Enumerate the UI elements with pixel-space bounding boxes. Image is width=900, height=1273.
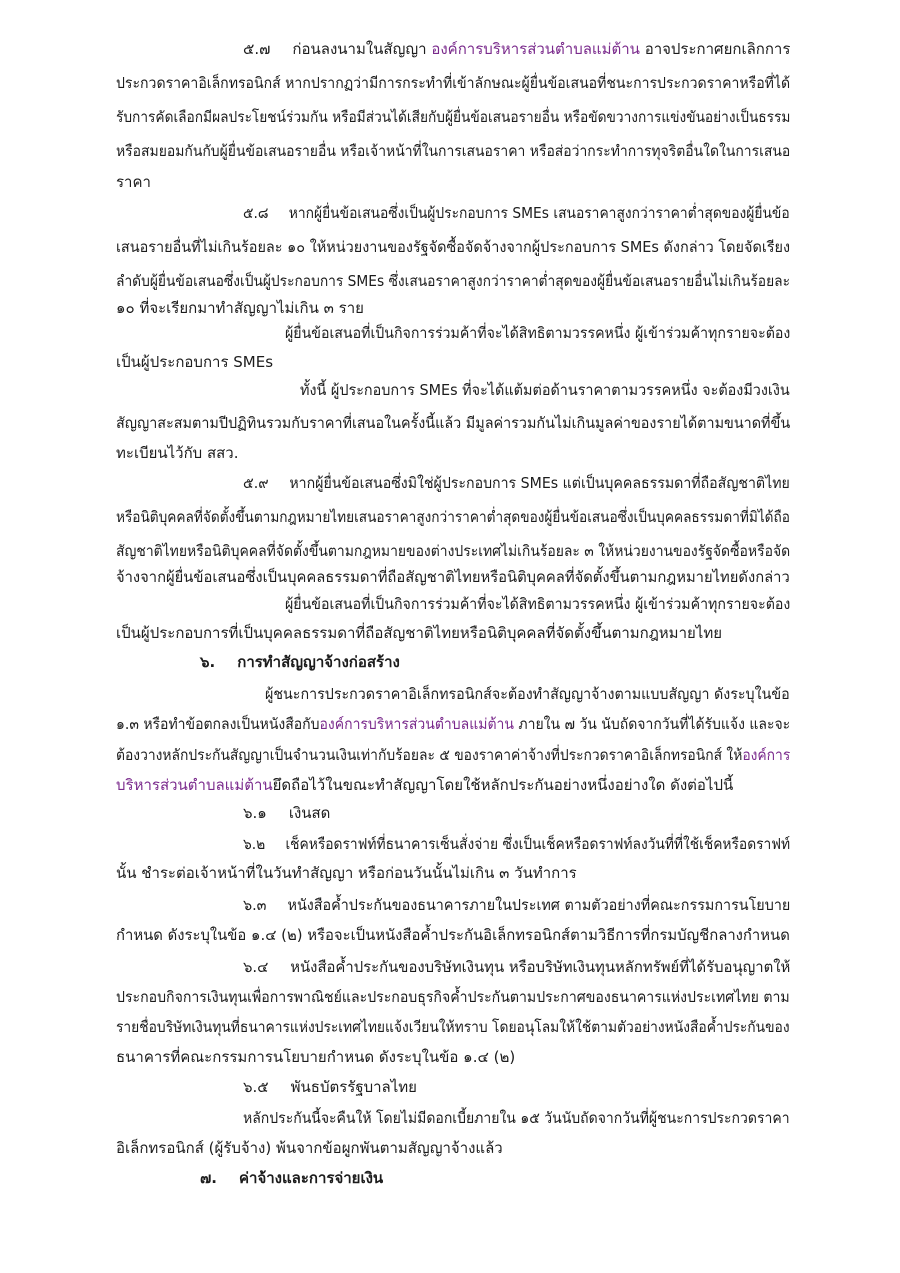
clause-5-8-para-2-line-1: ผู้ยื่นข้อเสนอที่เป็นกิจการร่วมค้าที่จะได้สิทธิตามวรรคหนึ่ง ผู้เข้าร่วมค้าทุกรายจะต้อง bbox=[285, 324, 791, 342]
clause-5-8-line-1 bbox=[243, 203, 790, 223]
clause-5-9-para-2-line-2: เป็นผู้ประกอบการที่เป็นบุคคลธรรมดาที่ถือสัญชาติไทยหรือนิติบุคคลที่จัดตั้งขึ้นตามกฎหมายไทย bbox=[116, 624, 723, 642]
clause-6-4-line-4: ธนาคารที่คณะกรรมการนโยบายกำหนด ดังระบุในข้อ ๑.๔ (๒) bbox=[116, 1048, 516, 1066]
clause-text: เช็คหรือดราฟท์ที่ธนาคารเซ็นสั่งจ่าย ซึ่งเป็นเช็คหรือดราฟท์ลงวันที่ที่ใช้เช็คหรือดราฟท์ bbox=[285, 835, 791, 853]
section-number: ๗. bbox=[200, 1169, 217, 1187]
clause-5-7-line-2: ประกวดราคาอิเล็กทรอนิกส์ หากปรากฏว่ามีการกระทำที่เข้าลักษณะผู้ยื่นข้อเสนอที่ชนะการประกวดราคาหรือที่ได้ bbox=[116, 74, 791, 92]
section-number: ๖. bbox=[200, 653, 216, 671]
clause-5-8-para-3-line-1: ทั้งนี้ ผู้ประกอบการ SMEs ที่จะได้แต้มต่อด้านราคาตามวรรคหนึ่ง จะต้องมีวงเงิน bbox=[300, 381, 790, 399]
section-text: ๑.๓ หรือทำข้อตกลงเป็นหนังสือกับ bbox=[116, 715, 320, 733]
clause-number: ๖.๕ bbox=[243, 1078, 269, 1096]
section-6-heading bbox=[200, 652, 400, 672]
clause-5-7-line-3: รับการคัดเลือกมีผลประโยชน์ร่วมกัน หรือมีส่วนได้เสียกับผู้ยื่นข้อเสนอรายอื่น หรือขัดขวางการแข่งขันอย่างเป็นธรรม bbox=[116, 108, 791, 126]
clause-6-5 bbox=[243, 1077, 417, 1097]
clause-6-4-line-1 bbox=[243, 957, 790, 977]
clause-5-9-line-3: สัญชาติไทยหรือนิติบุคคลที่จัดตั้งขึ้นตามกฎหมายของต่างประเทศไม่เกินร้อยละ ๓ ให้หน่วยงานของรัฐจัดซื้อหรือจัด bbox=[116, 542, 791, 560]
clause-5-8-line-3: ลำดับผู้ยื่นข้อเสนอซึ่งเป็นผู้ประกอบการ SMEs ซึ่งเสนอราคาสูงกว่าราคาต่ำสุดของผู้ยื่นข้อเสนอรายอื่นไม่เกินร้อยละ bbox=[116, 272, 791, 290]
clause-5-9-line-4: จ้างจากผู้ยื่นข้อเสนอซึ่งเป็นบุคคลธรรมดาที่ถือสัญชาติไทยหรือนิติบุคคลที่จัดตั้งขึ้นตามกฎหมายไทยดังกล่าว bbox=[116, 568, 790, 586]
section-text: ภายใน ๗ วัน นับถัดจากวันที่ได้รับแจ้ง และจะ bbox=[513, 715, 791, 733]
clause-5-8-line-2: เสนอรายอื่นที่ไม่เกินร้อยละ ๑๐ ให้หน่วยงานของรัฐจัดซื้อจัดจ้างจากผู้ประกอบการ SMEs ดังกล่าว โดยจัดเรียง bbox=[116, 238, 791, 256]
section-6-line-1: ผู้ชนะการประกวดราคาอิเล็กทรอนิกส์จะต้องทำสัญญาจ้างตามแบบสัญญา ดังระบุในข้อ bbox=[265, 685, 790, 703]
clause-6-4-line-3: รายชื่อบริษัทเงินทุนที่ธนาคารแห่งประเทศไทยแจ้งเวียนให้ทราบ โดยอนุโลมให้ใช้ตามตัวอย่างหนังสือค้ำประกันของ bbox=[116, 1018, 790, 1036]
org-name-highlight: องค์การบริหารส่วนตำบลแม่ต้าน bbox=[319, 715, 514, 733]
clause-5-9-para-2-line-1: ผู้ยื่นข้อเสนอที่เป็นกิจการร่วมค้าที่จะได้สิทธิตามวรรคหนึ่ง ผู้เข้าร่วมค้าทุกรายจะต้อง bbox=[285, 595, 791, 613]
clause-number: ๖.๓ bbox=[243, 896, 267, 914]
clause-5-9-line-1 bbox=[243, 473, 790, 493]
section-7-heading bbox=[200, 1168, 383, 1188]
section-text: ยึดถือไว้ในขณะทำสัญญาโดยใช้หลักประกันอย่างหนึ่งอย่างใด ดังต่อไปนี้ bbox=[272, 776, 734, 794]
clause-5-8-line-4: ๑๐ ที่จะเรียกมาทำสัญญาไม่เกิน ๓ ราย bbox=[116, 299, 364, 317]
clause-5-8-para-2-line-2: เป็นผู้ประกอบการ SMEs bbox=[116, 353, 274, 371]
org-name-highlight-part-2: บริหารส่วนตำบลแม่ต้าน bbox=[116, 776, 273, 794]
clause-5-7-line-5: ราคา bbox=[116, 173, 151, 191]
clause-text: ก่อนลงนามในสัญญา bbox=[292, 40, 427, 58]
org-name-highlight: องค์การบริหารส่วนตำบลแม่ต้าน bbox=[431, 40, 640, 58]
section-title: การทำสัญญาจ้างก่อสร้าง bbox=[237, 653, 400, 671]
clause-5-7-line-1 bbox=[243, 39, 790, 59]
clause-text: หากผู้ยื่นข้อเสนอซึ่งเป็นผู้ประกอบการ SMEs เสนอราคาสูงกว่าราคาต่ำสุดของผู้ยื่นข้อ bbox=[288, 204, 790, 222]
section-6-line-4 bbox=[116, 775, 733, 795]
clause-6-3-line-1 bbox=[243, 895, 790, 915]
clause-5-8-para-3-line-2: สัญญาสะสมตามปีปฏิทินรวมกับราคาที่เสนอในครั้งนี้แล้ว มีมูลค่ารวมกันไม่เกินมูลค่าของรายได้ตามขนาดที่ขึ้น bbox=[116, 414, 791, 432]
clause-5-7-line-4: หรือสมยอมกันกับผู้ยื่นข้อเสนอรายอื่น หรือเจ้าหน้าที่ในการเสนอราคา หรือส่อว่ากระทำการทุจริตอื่นใดในการเสนอ bbox=[116, 142, 791, 160]
clause-text: หนังสือค้ำประกันของธนาคารภายในประเทศ ตามตัวอย่างที่คณะกรรมการนโยบาย bbox=[287, 896, 791, 914]
guarantee-return-line-1: หลักประกันนี้จะคืนให้ โดยไม่มีดอกเบี้ยภายใน ๑๕ วันนับถัดจากวันที่ผู้ชนะการประกวดราคา bbox=[243, 1109, 790, 1127]
clause-6-1 bbox=[243, 803, 330, 823]
clause-text: เงินสด bbox=[288, 804, 331, 822]
clause-number: ๕.๙ bbox=[243, 474, 269, 492]
clause-number: ๖.๒ bbox=[243, 835, 266, 853]
section-title: ค่าจ้างและการจ่ายเงิน bbox=[238, 1169, 384, 1187]
clause-text: อาจประกาศยกเลิกการ bbox=[644, 40, 791, 58]
section-6-line-2 bbox=[116, 714, 790, 734]
guarantee-return-line-2: อิเล็กทรอนิกส์ (ผู้รับจ้าง) พ้นจากข้อผูกพันตามสัญญาจ้างแล้ว bbox=[116, 1139, 503, 1157]
clause-5-9-line-2: หรือนิติบุคคลที่จัดตั้งขึ้นตามกฎหมายไทยเสนอราคาสูงกว่าราคาต่ำสุดของผู้ยื่นข้อเสนอซึ่งเป็นบุคคลธรรมดาที่มิได้ถือ bbox=[116, 508, 790, 526]
clause-number: ๖.๑ bbox=[243, 804, 267, 822]
clause-number: ๖.๔ bbox=[243, 958, 269, 976]
org-name-highlight-part-1: องค์การ bbox=[742, 746, 791, 764]
clause-text: หนังสือค้ำประกันของบริษัทเงินทุน หรือบริษัทเงินทุนหลักทรัพย์ที่ได้รับอนุญาตให้ bbox=[290, 958, 791, 976]
clause-5-8-para-3-line-3: ทะเบียนไว้กับ สสว. bbox=[116, 444, 239, 462]
clause-6-4-line-2: ประกอบกิจการเงินทุนเพื่อการพาณิชย์และประกอบธุรกิจค้ำประกันตามประกาศของธนาคารแห่งประเทศไทย ตาม bbox=[116, 988, 790, 1006]
clause-number: ๕.๗ bbox=[243, 40, 271, 58]
clause-text: พันธบัตรรัฐบาลไทย bbox=[290, 1078, 417, 1096]
clause-6-3-line-2: กำหนด ดังระบุในข้อ ๑.๔ (๒) หรือจะเป็นหนังสือค้ำประกันอิเล็กทรอนิกส์ตามวิธีการที่กรมบัญชีกลางกำหนด bbox=[116, 926, 790, 944]
section-6-line-3 bbox=[116, 745, 790, 765]
section-text: ต้องวางหลักประกันสัญญาเป็นจำนวนเงินเท่ากับร้อยละ ๕ ของราคาค่าจ้างที่ประกวดราคาอิเล็กทรอนิกส์ ให้ bbox=[116, 746, 743, 764]
clause-text: หากผู้ยื่นข้อเสนอซึ่งมิใช่ผู้ประกอบการ SMEs แต่เป็นบุคคลธรรมดาที่ถือสัญชาติไทย bbox=[289, 474, 790, 492]
clause-6-2-line-1 bbox=[243, 834, 790, 854]
clause-6-2-line-2: นั้น ชำระต่อเจ้าหน้าที่ในวันทำสัญญา หรือก่อนวันนั้นไม่เกิน ๓ วันทำการ bbox=[116, 864, 577, 882]
clause-number: ๕.๘ bbox=[243, 204, 269, 222]
